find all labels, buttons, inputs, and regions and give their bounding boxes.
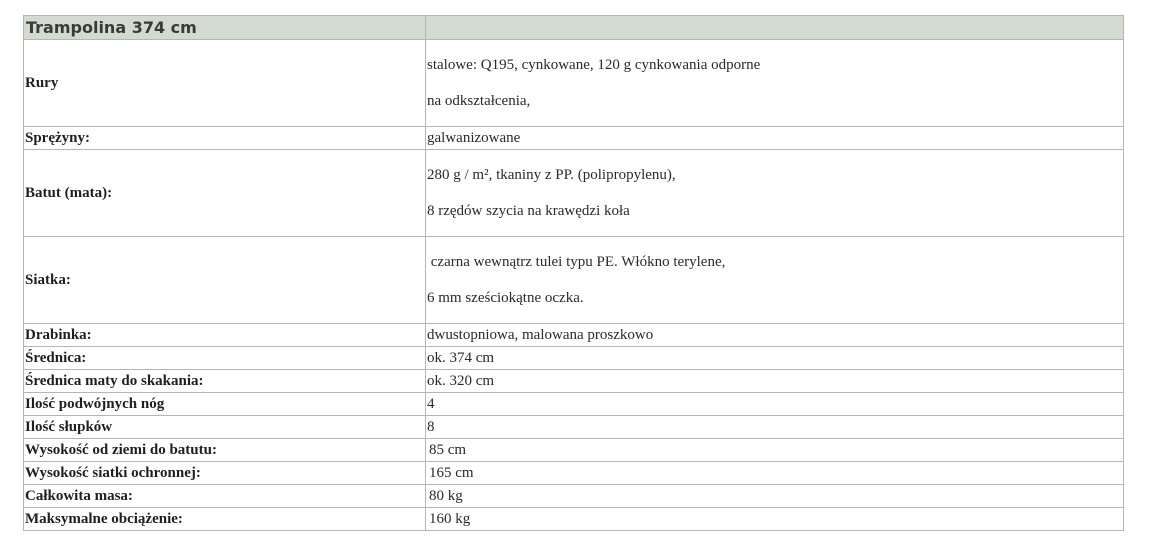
row-label: Ilość słupków <box>24 416 426 439</box>
row-value: 165 cm <box>426 462 1124 485</box>
table-row <box>24 40 1124 127</box>
table-row <box>24 347 1124 370</box>
row-value: galwanizowane <box>426 127 1124 150</box>
table-row <box>24 462 1124 485</box>
table-row <box>24 439 1124 462</box>
table-row <box>24 508 1124 531</box>
table-row <box>24 370 1124 393</box>
value-line: stalowe: Q195, cynkowane, 120 g cynkowania odporne <box>427 57 761 73</box>
table-title: Trampolina 374 cm <box>24 16 426 40</box>
row-label: Wysokość siatki ochronnej: <box>24 462 426 485</box>
row-label: Średnica maty do skakania: <box>24 370 426 393</box>
row-value: ok. 374 cm <box>426 347 1124 370</box>
row-value <box>426 237 1124 324</box>
row-label: Ilość podwójnych nóg <box>24 393 426 416</box>
row-label: Drabinka: <box>24 324 426 347</box>
value-line: na odkształcenia, <box>427 93 531 109</box>
row-value: 160 kg <box>426 508 1124 531</box>
table-row <box>24 237 1124 324</box>
row-label: Rury <box>24 40 426 127</box>
row-label: Całkowita masa: <box>24 485 426 508</box>
row-value: 4 <box>426 393 1124 416</box>
row-value: 8 <box>426 416 1124 439</box>
row-value: 85 cm <box>426 439 1124 462</box>
table-row <box>24 393 1124 416</box>
table-row <box>24 324 1124 347</box>
row-value: 80 kg <box>426 485 1124 508</box>
row-value <box>426 40 1124 127</box>
table-row <box>24 416 1124 439</box>
row-label: Średnica: <box>24 347 426 370</box>
row-label: Maksymalne obciążenie: <box>24 508 426 531</box>
table-row <box>24 485 1124 508</box>
table-row <box>24 150 1124 237</box>
row-label: Siatka: <box>24 237 426 324</box>
value-line: 280 g / m², tkaniny z PP. (polipropylenu), <box>427 167 676 183</box>
row-value: dwustopniowa, malowana proszkowo <box>426 324 1124 347</box>
row-value <box>426 150 1124 237</box>
spec-table <box>23 15 1124 531</box>
table-header-empty <box>426 16 1124 40</box>
table-row <box>24 127 1124 150</box>
table-header-row <box>24 16 1124 40</box>
value-line: 8 rzędów szycia na krawędzi koła <box>427 203 630 219</box>
row-label: Batut (mata): <box>24 150 426 237</box>
value-line: czarna wewnątrz tulei typu PE. Włókno terylene, <box>427 254 726 270</box>
row-label: Sprężyny: <box>24 127 426 150</box>
value-line: 6 mm sześciokątne oczka. <box>427 290 584 306</box>
row-label: Wysokość od ziemi do batutu: <box>24 439 426 462</box>
row-value: ok. 320 cm <box>426 370 1124 393</box>
